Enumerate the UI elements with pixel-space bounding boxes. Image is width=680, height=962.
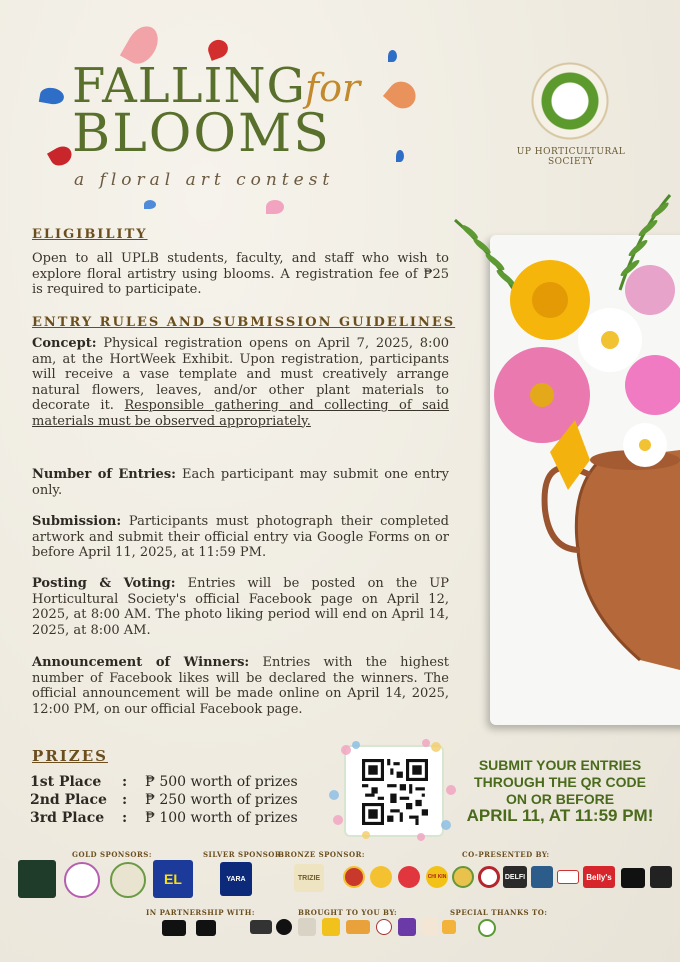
copresenter-logo-9	[557, 870, 579, 884]
petal-blue	[39, 86, 65, 106]
org-logo	[524, 55, 616, 147]
gold-sponsors-label: GOLD SPONSORS:	[72, 850, 152, 859]
flower-vase-illustration	[450, 190, 680, 690]
brought-logo-4	[322, 918, 340, 936]
brought-logo-3	[298, 918, 316, 936]
brought-logo-2	[276, 919, 292, 935]
concept-label: Concept:	[32, 336, 97, 351]
cta-line-1: SUBMIT YOUR ENTRIES	[478, 757, 642, 773]
winners-paragraph	[32, 655, 449, 717]
posting-paragraph	[32, 576, 449, 638]
cta-line-3: ON OR BEFORE	[505, 791, 615, 807]
winners-label: Announcement of Winners:	[32, 655, 250, 670]
special-thanks-label: SPECIAL THANKS TO:	[450, 908, 548, 917]
brought-logo-1	[250, 920, 272, 934]
copresenter-logo-1	[343, 866, 365, 888]
gold-sponsor-logo-el: EL	[153, 860, 193, 898]
prize-place: 1st Place	[30, 774, 102, 790]
silver-sponsor-logo-yara: YARA	[220, 862, 252, 896]
gold-sponsor-logo-2	[64, 862, 100, 898]
copresenter-logo-12	[650, 866, 672, 888]
petal-blue-bottom	[144, 200, 156, 209]
entries-paragraph	[32, 467, 449, 498]
prize-amount-3: ₱ 100 worth of prizes	[145, 810, 298, 826]
qr-flower-wreath-icon	[326, 735, 461, 843]
copresenter-logo-chikin: CHI KIN	[426, 866, 448, 888]
prize-colon: :	[122, 810, 128, 826]
title-for: for	[305, 66, 361, 110]
prize-colon: :	[122, 792, 128, 808]
petal-blue-small	[388, 50, 397, 62]
posting-text: Entries will be posted on the UP Horticultural Society's official Facebook page on April 12, 2025, at 8:00 AM. The photo liking period will end on April 14, 2025, at 8:00 AM.	[32, 576, 449, 638]
thanks-logo-1	[478, 919, 496, 937]
prize-place: 3rd Place	[30, 810, 105, 826]
eligibility-text: Open to all UPLB students, faculty, and staff who wish to explore floral artistry using blooms. A registration fee of ₱25 is required to participate.	[32, 251, 449, 297]
title-blooms: BLOOMS	[72, 104, 331, 164]
copresented-label: CO-PRESENTED BY:	[462, 850, 550, 859]
brought-logo-7	[398, 918, 416, 936]
title-falling: FALLING	[72, 58, 306, 114]
brought-logo-6	[376, 919, 392, 935]
prize-amount-2: ₱ 250 worth of prizes	[145, 792, 298, 808]
bronze-sponsor-label: BRONZE SPONSOR:	[278, 850, 365, 859]
prize-colon: :	[122, 774, 128, 790]
copresenter-logo-delfi: DELFI	[503, 866, 527, 888]
brought-logo-5	[346, 920, 370, 934]
copresenter-logo-5	[452, 866, 474, 888]
submission-paragraph	[32, 514, 449, 561]
prize-amount-1: ₱ 500 worth of prizes	[145, 774, 298, 790]
concept-text: Physical registration opens on April 7, 2025, 8:00 am, at the HortWeek Exhibit. Upon registration, participants will receive a vase template and must creatively arrange natural flowers, leaves, and/or other plant materials to decorate it.	[32, 336, 449, 413]
eligibility-heading: ELIGIBILITY	[32, 227, 148, 242]
concept-underlined: Responsible gathering and collecting of said materials must be observed appropriately.	[32, 398, 449, 429]
partner-logo-1	[162, 920, 186, 936]
prize-row-1	[30, 774, 144, 790]
prizes-heading: PRIZES	[32, 747, 108, 765]
copresenter-logo-bellys: Belly's	[583, 866, 615, 888]
prize-place: 2nd Place	[30, 792, 107, 808]
bronze-sponsor-logo-trizie: TRIZIE	[294, 864, 324, 892]
winners-text: Entries with the highest number of Facebook likes will be declared the winners. The official announcement will be made online on April 14, 2025, 12:00 PM, on our official Facebook page.	[32, 655, 449, 717]
petal-red-left	[47, 143, 75, 170]
copresenter-logo-8	[531, 866, 553, 888]
cta-line-4: APRIL 11, AT 11:59 PM!	[466, 806, 654, 825]
copresenter-logo-3	[398, 866, 420, 888]
petal-pink-bottom	[266, 200, 284, 214]
silver-sponsor-label: SILVER SPONSOR:	[203, 850, 285, 859]
brought-logo-9	[442, 920, 456, 934]
entries-text: Each participant may submit one entry only.	[32, 467, 449, 498]
brought-logo-8	[422, 918, 438, 936]
submission-text: Participants must photograph their completed artwork and submit their official entry via Google Forms on or before April 11, 2025, at 11:59 PM.	[32, 514, 449, 560]
brought-by-label: BROUGHT TO YOU BY:	[298, 908, 398, 917]
partner-logo-2	[196, 920, 216, 936]
org-name: UP HORTICULTURAL SOCIETY	[516, 147, 626, 167]
entries-label: Number of Entries:	[32, 467, 176, 482]
copresenter-logo-2	[370, 866, 392, 888]
subtitle: a floral art contest	[74, 170, 335, 190]
submission-label: Submission:	[32, 514, 122, 529]
gold-sponsor-logo-3	[110, 862, 146, 898]
copresenter-logo-11	[621, 868, 645, 888]
partnership-label: IN PARTNERSHIP WITH:	[146, 908, 255, 917]
copresenter-logo-6	[478, 866, 500, 888]
rules-heading: ENTRY RULES AND SUBMISSION GUIDELINES	[32, 315, 456, 330]
prize-row-3	[30, 810, 144, 826]
concept-paragraph	[32, 336, 449, 429]
prize-row-2	[30, 792, 144, 808]
cta-line-2: THROUGH THE QR CODE	[474, 774, 646, 790]
petal-peach	[383, 76, 421, 114]
posting-label: Posting & Voting:	[32, 576, 176, 591]
gold-sponsor-logo-1	[18, 860, 56, 898]
petal-blue-right	[396, 150, 404, 162]
